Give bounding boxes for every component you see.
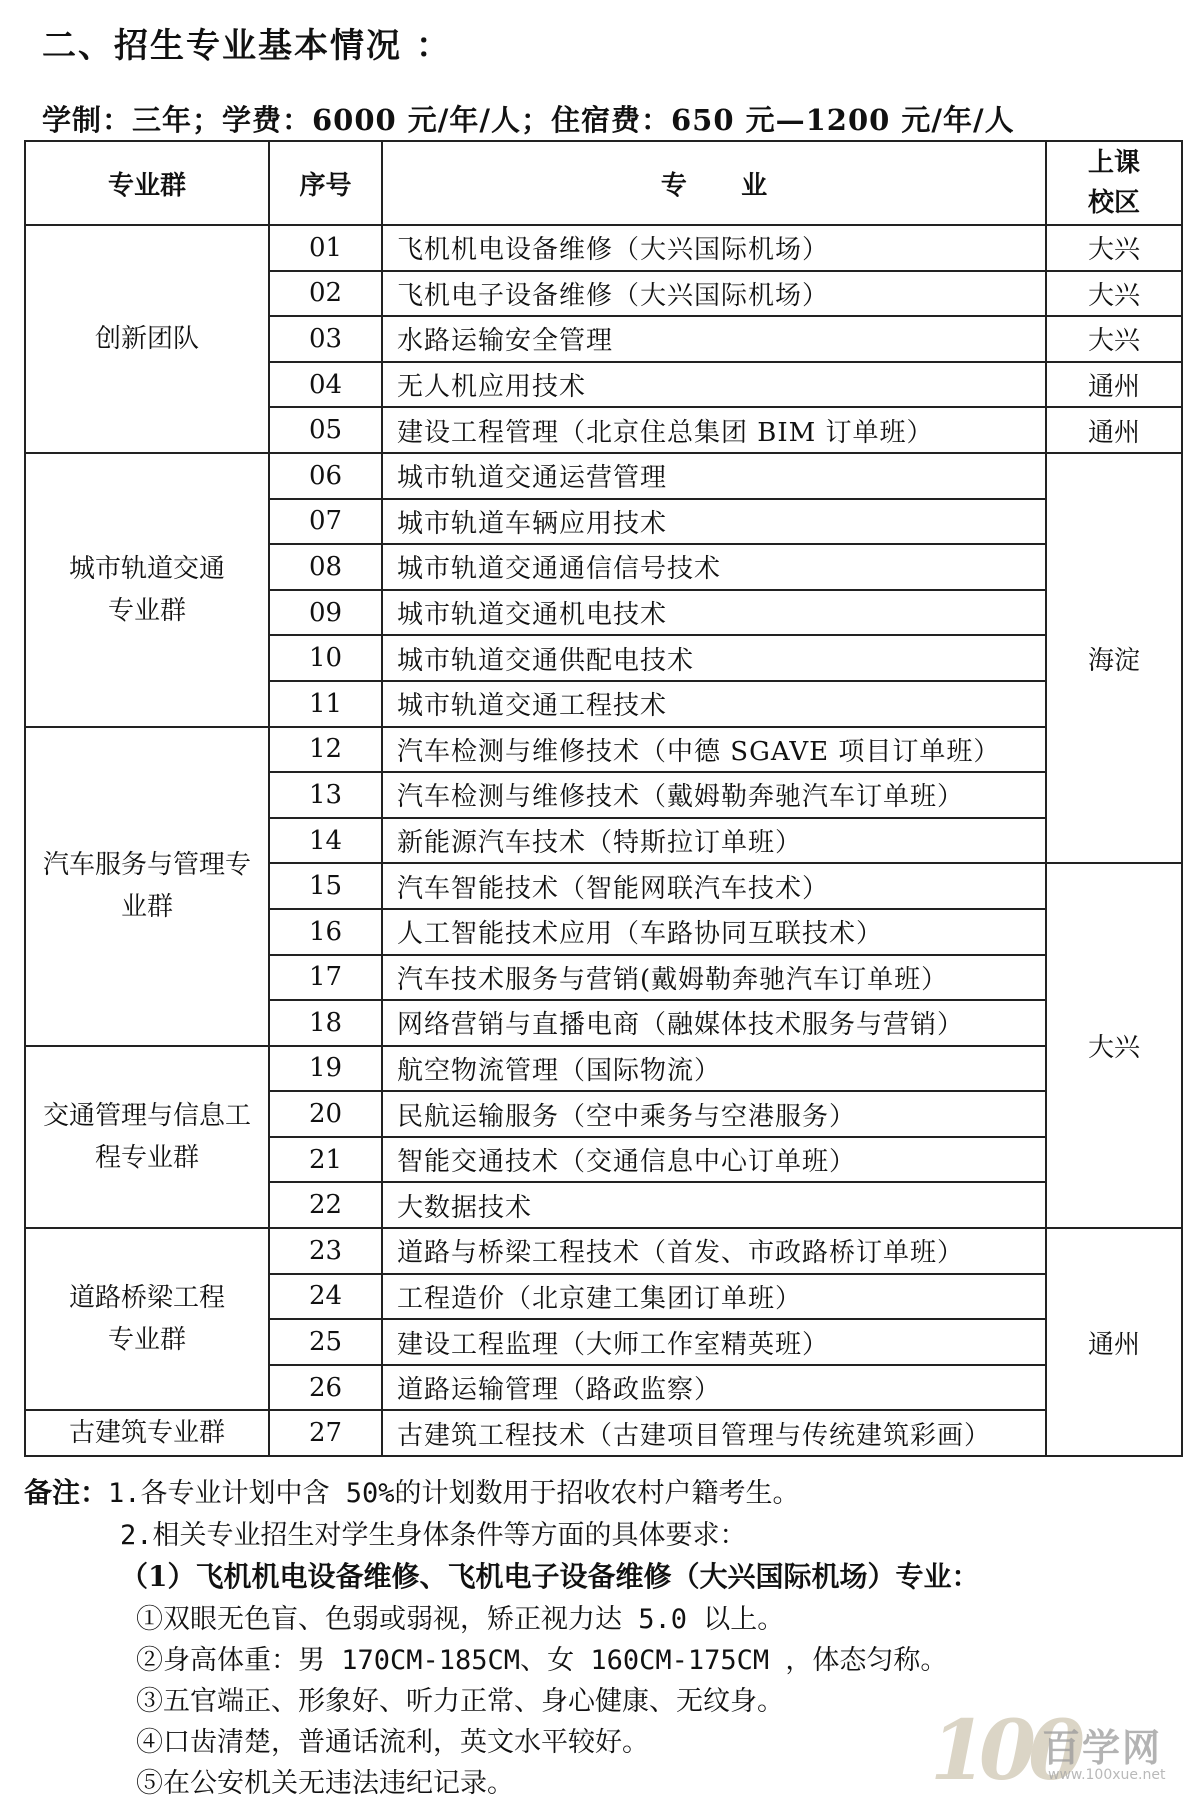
row-no: 15 bbox=[269, 863, 382, 909]
table-row bbox=[25, 727, 1182, 773]
row-no: 25 bbox=[269, 1319, 382, 1365]
row-campus: 大兴 bbox=[1046, 271, 1182, 317]
header-campus: 上课 校区 bbox=[1046, 141, 1182, 225]
row-major: 人工智能技术应用（车路协同互联技术） bbox=[382, 909, 1046, 955]
row-no: 22 bbox=[269, 1182, 382, 1228]
row-major: 城市轨道交通机电技术 bbox=[382, 590, 1046, 636]
notes-item: ⑤在公安机关无违法违纪记录。 bbox=[136, 1768, 514, 1799]
row-major: 智能交通技术（交通信息中心订单班） bbox=[382, 1137, 1046, 1183]
notes-label: 备注： bbox=[24, 1476, 109, 1509]
group-cell-traffic-info: 交通管理与信息工 程专业群 bbox=[25, 1046, 269, 1228]
row-no: 16 bbox=[269, 909, 382, 955]
notes-line-1: 备注：1.各专业计划中含 50%的计划数用于招收农村户籍考生。 bbox=[24, 1476, 800, 1509]
table-row bbox=[25, 1410, 1182, 1456]
header-major: 专 业 bbox=[382, 141, 1046, 225]
row-major: 城市轨道交通工程技术 bbox=[382, 681, 1046, 727]
notes-line-2: 2.相关专业招生对学生身体条件等方面的具体要求： bbox=[120, 1520, 747, 1551]
watermark-number: 100 bbox=[930, 1703, 1078, 1799]
row-no: 02 bbox=[269, 271, 382, 317]
row-no: 09 bbox=[269, 590, 382, 636]
row-major: 城市轨道交通运营管理 bbox=[382, 453, 1046, 499]
table-row bbox=[25, 225, 1182, 271]
group-cell-road-bridge: 道路桥梁工程 专业群 bbox=[25, 1228, 269, 1410]
row-major: 网络营销与直播电商（融媒体技术服务与营销） bbox=[382, 1000, 1046, 1046]
row-campus: 大兴 bbox=[1046, 316, 1182, 362]
row-major: 建设工程监理（大师工作室精英班） bbox=[382, 1319, 1046, 1365]
campus-cell-tongzhou: 通州 bbox=[1046, 1228, 1182, 1456]
watermark-text: 百学网 bbox=[1042, 1726, 1163, 1770]
group-cell-urban-rail: 城市轨道交通 专业群 bbox=[25, 453, 269, 727]
row-no: 11 bbox=[269, 681, 382, 727]
row-major: 城市轨道交通通信信号技术 bbox=[382, 544, 1046, 590]
row-no: 21 bbox=[269, 1137, 382, 1183]
row-no: 08 bbox=[269, 544, 382, 590]
watermark-logo bbox=[930, 1703, 1180, 1799]
row-major: 航空物流管理（国际物流） bbox=[382, 1046, 1046, 1092]
table-row bbox=[25, 1046, 1182, 1092]
row-major: 汽车技术服务与营销(戴姆勒奔驰汽车订单班） bbox=[382, 955, 1046, 1001]
row-no: 19 bbox=[269, 1046, 382, 1092]
table-header-row bbox=[25, 141, 1182, 225]
row-major: 建设工程管理（北京住总集团 BIM 订单班） bbox=[382, 407, 1046, 453]
row-no: 06 bbox=[269, 453, 382, 499]
row-major: 汽车检测与维修技术（中德 SGAVE 项目订单班） bbox=[382, 727, 1046, 773]
campus-cell-haidian: 海淀 bbox=[1046, 453, 1182, 863]
row-major: 飞机机电设备维修（大兴国际机场） bbox=[382, 225, 1046, 271]
row-no: 10 bbox=[269, 635, 382, 681]
table-row bbox=[25, 1228, 1182, 1274]
row-major: 民航运输服务（空中乘务与空港服务） bbox=[382, 1091, 1046, 1137]
row-major: 汽车检测与维修技术（戴姆勒奔驰汽车订单班） bbox=[382, 772, 1046, 818]
row-no: 14 bbox=[269, 818, 382, 864]
row-major: 古建筑工程技术（古建项目管理与传统建筑彩画） bbox=[382, 1410, 1046, 1456]
row-campus: 通州 bbox=[1046, 362, 1182, 408]
header-no: 序号 bbox=[269, 141, 382, 225]
row-campus: 大兴 bbox=[1046, 225, 1182, 271]
row-no: 18 bbox=[269, 1000, 382, 1046]
row-no: 23 bbox=[269, 1228, 382, 1274]
row-major: 城市轨道交通供配电技术 bbox=[382, 635, 1046, 681]
row-major: 大数据技术 bbox=[382, 1182, 1046, 1228]
row-no: 04 bbox=[269, 362, 382, 408]
group-cell-auto-service: 汽车服务与管理专 业群 bbox=[25, 727, 269, 1046]
row-campus: 通州 bbox=[1046, 407, 1182, 453]
page-title: 二、招生专业基本情况 ： bbox=[42, 26, 452, 66]
notes-item: ③五官端正、形象好、听力正常、身心健康、无纹身。 bbox=[136, 1686, 784, 1717]
notes-item: ①双眼无色盲、色弱或弱视，矫正视力达 5.0 以上。 bbox=[136, 1604, 785, 1635]
row-no: 17 bbox=[269, 955, 382, 1001]
row-no: 26 bbox=[269, 1365, 382, 1411]
row-major: 汽车智能技术（智能网联汽车技术） bbox=[382, 863, 1046, 909]
notes-line-3: （1）飞机机电设备维修、飞机电子设备维修（大兴国际机场）专业： bbox=[120, 1560, 980, 1593]
majors-table bbox=[24, 140, 1183, 1457]
watermark-url: www.100xue.net bbox=[1048, 1767, 1166, 1783]
row-no: 07 bbox=[269, 499, 382, 545]
row-no: 01 bbox=[269, 225, 382, 271]
row-no: 13 bbox=[269, 772, 382, 818]
row-major: 飞机电子设备维修（大兴国际机场） bbox=[382, 271, 1046, 317]
row-no: 03 bbox=[269, 316, 382, 362]
row-major: 无人机应用技术 bbox=[382, 362, 1046, 408]
group-cell-ancient-architecture: 古建筑专业群 bbox=[25, 1410, 269, 1456]
row-major: 新能源汽车技术（特斯拉订单班） bbox=[382, 818, 1046, 864]
table-row bbox=[25, 453, 1182, 499]
fee-summary: 学制：三年；学费：6000 元/年/人；住宿费：650 元—1200 元/年/人 bbox=[42, 103, 1015, 137]
row-no: 05 bbox=[269, 407, 382, 453]
notes-item: ②身高体重：男 170CM-185CM、女 160CM-175CM ，体态匀称。 bbox=[136, 1645, 948, 1676]
row-no: 24 bbox=[269, 1274, 382, 1320]
header-group: 专业群 bbox=[25, 141, 269, 225]
group-cell-innovation: 创新团队 bbox=[25, 225, 269, 453]
row-major: 城市轨道车辆应用技术 bbox=[382, 499, 1046, 545]
row-major: 道路运输管理（路政监察） bbox=[382, 1365, 1046, 1411]
row-no: 12 bbox=[269, 727, 382, 773]
row-no: 20 bbox=[269, 1091, 382, 1137]
row-major: 工程造价（北京建工集团订单班） bbox=[382, 1274, 1046, 1320]
row-major: 道路与桥梁工程技术（首发、市政路桥订单班） bbox=[382, 1228, 1046, 1274]
row-no: 27 bbox=[269, 1410, 382, 1456]
notes-item: ④口齿清楚，普通话流利，英文水平较好。 bbox=[136, 1727, 649, 1758]
campus-cell-daxing: 大兴 bbox=[1046, 863, 1182, 1228]
row-major: 水路运输安全管理 bbox=[382, 316, 1046, 362]
